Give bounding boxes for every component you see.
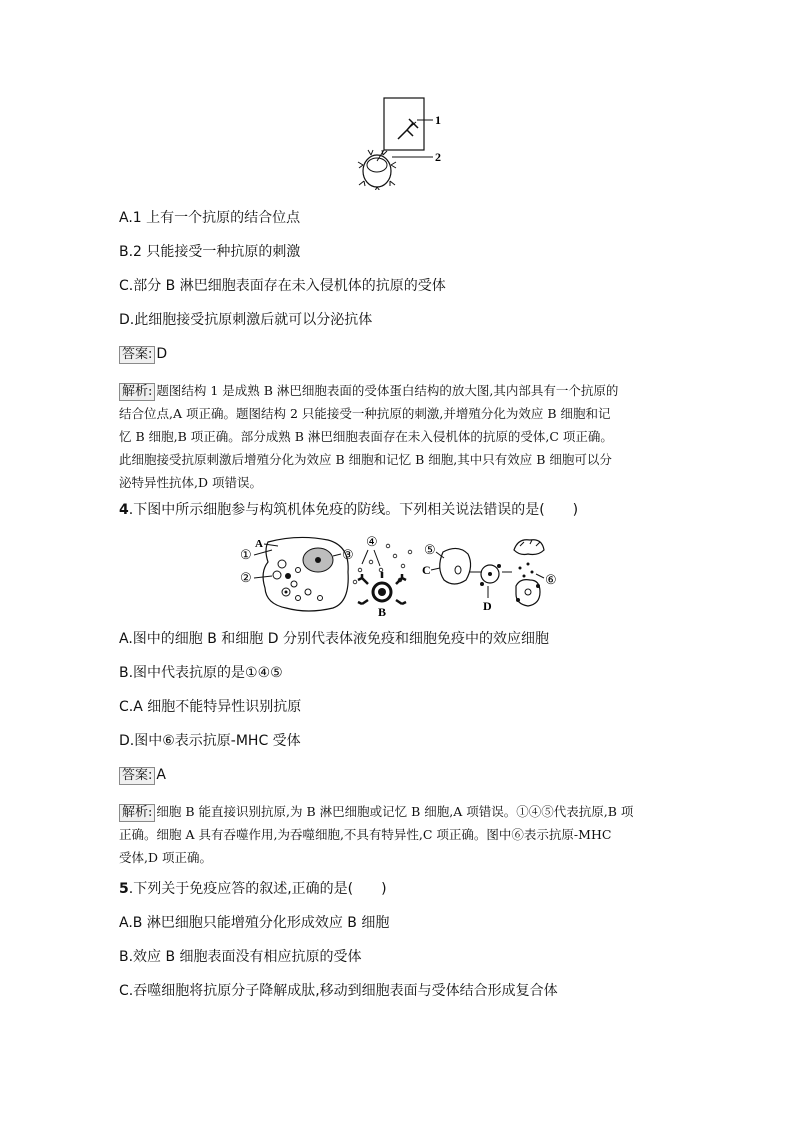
q3-option-b: B.2 只能接受一种抗原的刺激 <box>119 244 301 260</box>
q3-analysis-line-2: 结合位点,A 项正确。题图结构 2 只能接受一种抗原的刺激,并增殖分化为效应 B 细胞和记 <box>119 406 611 421</box>
q4-analysis-line-3: 受体,D 项正确。 <box>119 850 212 865</box>
figure-label-d: D <box>483 599 492 613</box>
figure-label-b: B <box>378 605 387 619</box>
figure-label-circle-6: ⑥ <box>545 572 557 587</box>
q3-option-c: C.部分 B 淋巴细胞表面存在未入侵机体的抗原的受体 <box>119 278 446 294</box>
q3-option-a: A.1 上有一个抗原的结合位点 <box>119 210 301 226</box>
q4-option-b: B.图中代表抗原的是①④⑤ <box>119 665 283 681</box>
q5-option-c: C.吞噬细胞将抗原分子降解成肽,移动到细胞表面与受体结合形成复合体 <box>119 983 558 999</box>
figure-label-1: 1 <box>435 113 441 127</box>
figure-label-circle-2: ② <box>240 570 252 585</box>
q5-stem-text: .下列关于免疫应答的叙述,正确的是( ) <box>128 881 387 897</box>
immune-cells-figure <box>238 532 568 620</box>
answer-tag: 答案: <box>119 346 155 364</box>
figure-label-circle-3: ③ <box>342 547 354 562</box>
q4-option-c: C.A 细胞不能特异性识别抗原 <box>119 699 302 715</box>
figure-label-circle-1: ① <box>240 547 252 562</box>
analysis-tag: 解析: <box>119 383 155 401</box>
q4-analysis-line-2: 正确。细胞 A 具有吞噬作用,为吞噬细胞,不具有特异性,C 项正确。图中⑥表示抗原-MHC <box>119 827 612 842</box>
q5-number: 5 <box>119 881 129 897</box>
q3-analysis <box>119 379 679 494</box>
q3-analysis-line-1: 题图结构 1 是成熟 B 淋巴细胞表面的受体蛋白结构的放大图,其内部具有一个抗原的 <box>156 383 619 398</box>
q5-option-a: A.B 淋巴细胞只能增殖分化形成效应 B 细胞 <box>119 915 390 931</box>
b-lymphocyte-figure <box>355 95 455 190</box>
q4-analysis <box>119 800 679 869</box>
q4-number: 4 <box>119 502 129 518</box>
q4-stem-text: .下图中所示细胞参与构筑机体免疫的防线。下列相关说法错误的是( ) <box>128 502 579 518</box>
q3-option-d: D.此细胞接受抗原刺激后就可以分泌抗体 <box>119 312 373 328</box>
q4-stem <box>119 501 578 519</box>
q4-option-d: D.图中⑥表示抗原-MHC 受体 <box>119 733 301 749</box>
figure-label-a: A <box>255 538 263 550</box>
figure-label-2: 2 <box>435 150 441 164</box>
q5-stem <box>119 880 387 898</box>
figure-label-c: C <box>422 563 431 577</box>
q3-analysis-line-5: 泌特异性抗体,D 项错误。 <box>119 475 262 490</box>
figure-label-circle-4: ④ <box>366 534 378 549</box>
analysis-tag: 解析: <box>119 804 155 822</box>
answer-tag: 答案: <box>119 767 155 785</box>
q3-analysis-line-4: 此细胞接受抗原刺激后增殖分化为效应 B 细胞和记忆 B 细胞,其中只有效应 B 细胞可以分 <box>119 452 612 467</box>
q3-answer <box>119 345 167 364</box>
figure-label-circle-5: ⑤ <box>424 542 436 557</box>
q3-analysis-line-3: 忆 B 细胞,B 项正确。部分成熟 B 淋巴细胞表面存在未入侵机体的抗原的受体,C 项正确。 <box>119 429 613 444</box>
q4-analysis-line-1: 细胞 B 能直接识别抗原,为 B 淋巴细胞或记忆 B 细胞,A 项错误。①④⑤代表抗原,B 项 <box>156 804 634 819</box>
q4-answer-value: A <box>156 767 166 783</box>
q4-answer <box>119 766 166 785</box>
q5-option-b: B.效应 B 细胞表面没有相应抗原的受体 <box>119 949 362 965</box>
q4-option-a: A.图中的细胞 B 和细胞 D 分别代表体液免疫和细胞免疫中的效应细胞 <box>119 631 549 647</box>
q3-answer-value: D <box>156 346 168 362</box>
